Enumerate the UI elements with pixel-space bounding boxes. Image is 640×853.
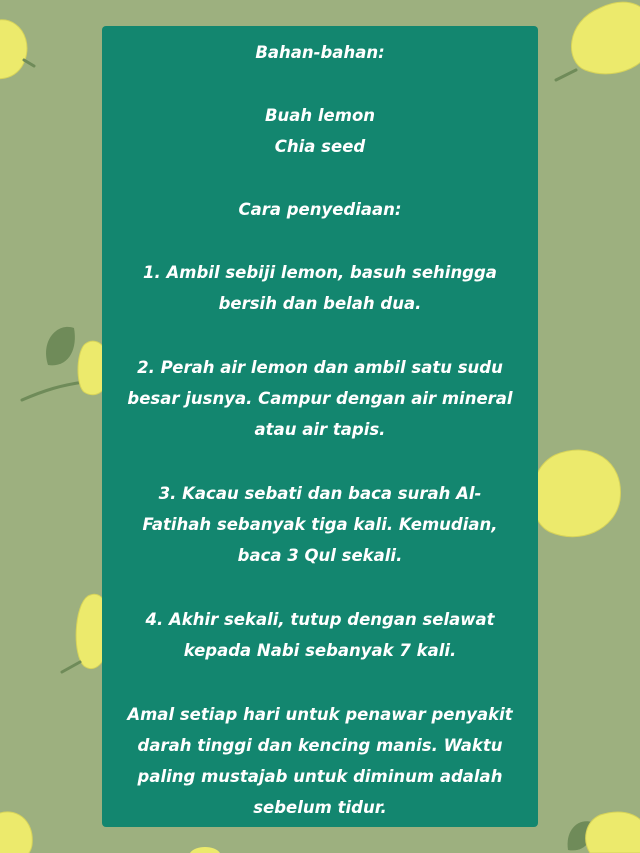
recipe-card <box>102 26 538 827</box>
step-3-line: Fatihah sebanyak tiga kali. Kemudian, <box>142 515 498 534</box>
step-2-line: 2. Perah air lemon dan ambil satu sudu <box>137 358 503 377</box>
step-3-line: 3. Kacau sebati dan baca surah Al- <box>158 484 482 503</box>
note-line: sebelum tidur. <box>253 798 387 817</box>
step-3-line: baca 3 Qul sekali. <box>237 546 403 565</box>
note-line: paling mustajab untuk diminum adalah <box>137 767 503 786</box>
step-1-line: bersih dan belah dua. <box>218 294 422 313</box>
step-2-line: atau air tapis. <box>254 420 386 439</box>
ingredient-item: Chia seed <box>274 137 366 156</box>
lemon-icon <box>190 847 220 853</box>
step-4-line: kepada Nabi sebanyak 7 kali. <box>183 641 457 660</box>
step-2-line: besar jusnya. Campur dengan air mineral <box>127 389 513 408</box>
method-heading: Cara penyediaan: <box>238 200 402 219</box>
ingredient-item: Buah lemon <box>264 106 376 125</box>
leaf-icon <box>22 327 84 400</box>
step-4-line: 4. Akhir sekali, tutup dengan selawat <box>145 610 495 629</box>
step-1-line: 1. Ambil sebiji lemon, basuh sehingga <box>143 263 497 282</box>
note-line: darah tinggi dan kencing manis. Waktu <box>137 736 503 755</box>
lemon-icon <box>0 20 34 79</box>
note-line: Amal setiap hari untuk penawar penyakit <box>127 705 513 724</box>
lemon-icon <box>586 812 640 853</box>
lemon-icon <box>532 450 621 537</box>
lemon-icon <box>556 2 640 80</box>
lemon-icon <box>0 812 32 853</box>
ingredients-heading: Bahan-bahan: <box>255 43 385 62</box>
